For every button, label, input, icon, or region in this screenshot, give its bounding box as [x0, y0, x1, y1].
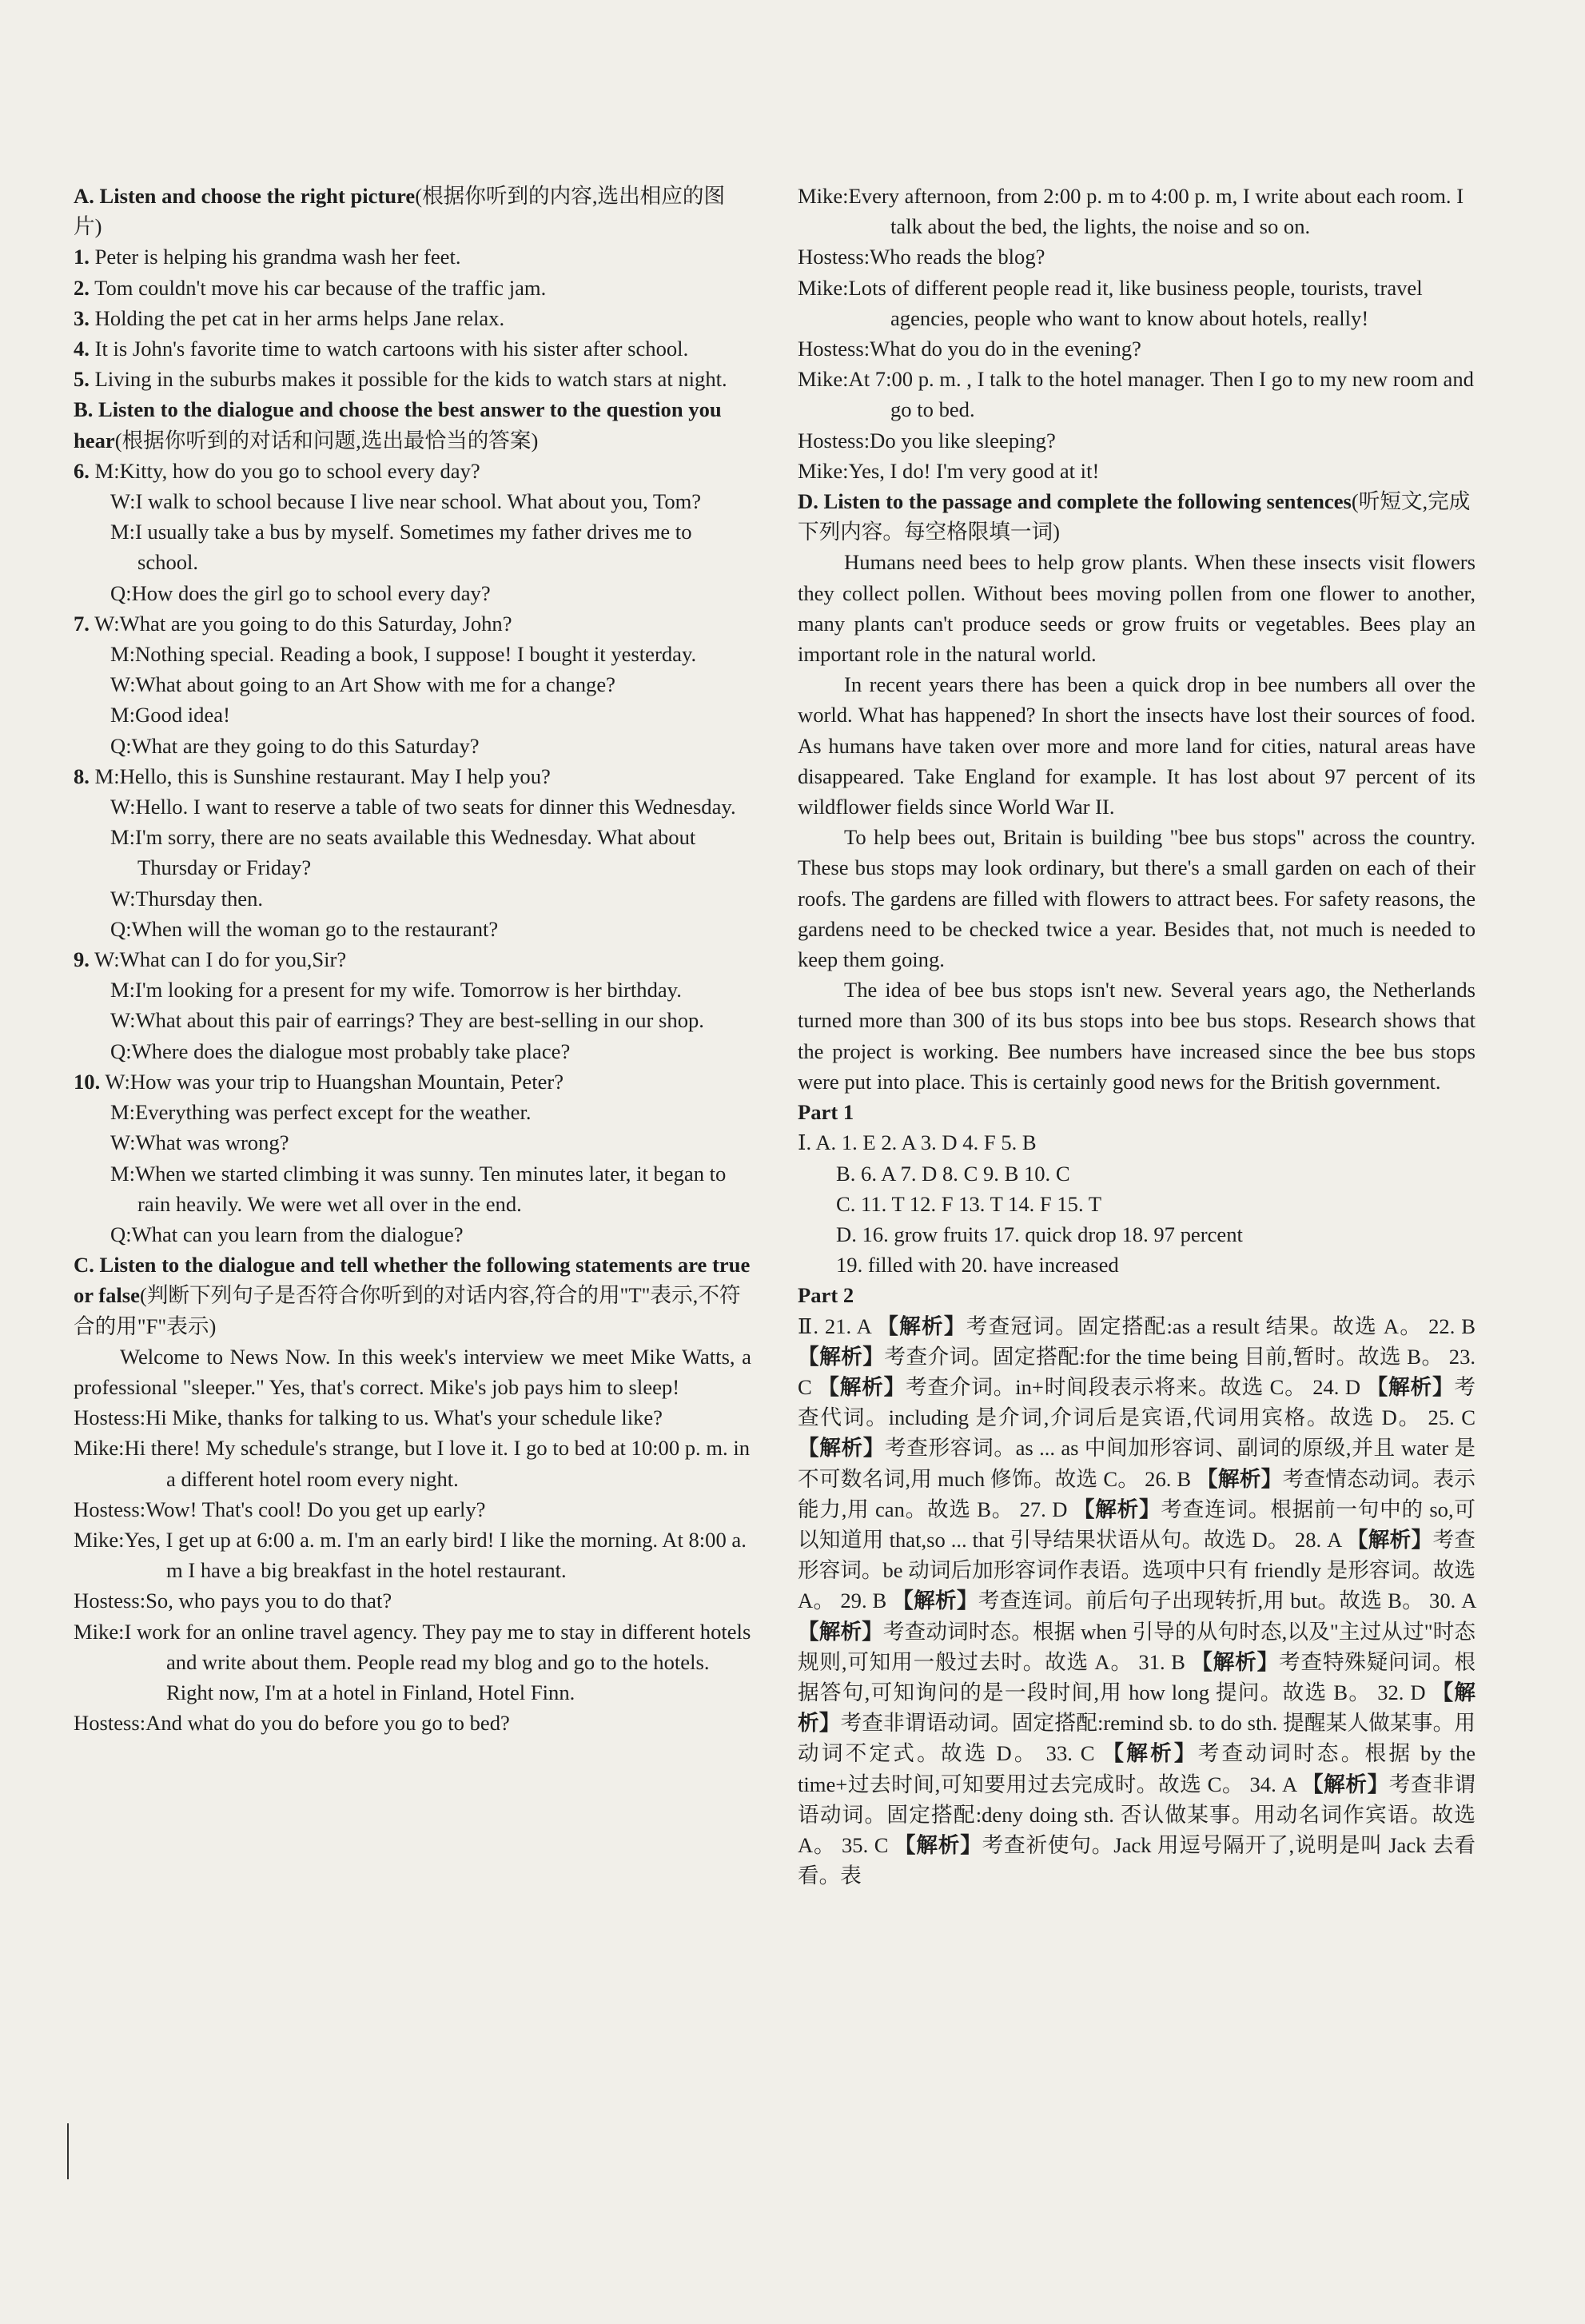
answer-explanations: Ⅱ. 21. A 【解析】考查冠词。固定搭配:as a result 结果。故选 A。 22. B 【解析】考查介词。固定搭配:for the time being 目前,暂时。故选 B。 23. C 【解析】考查介词。in+时间段表示将来。故选 C。 24. D 【解析】考查代词。including 是介词,介词后是宾语,代词用宾格。故选 D。 25. C 【解析】考查形容词。as ... as 中间加形容词、副词的原级,并且 water 是不可数名词,用 much 修饰。故选 C。 26. B 【解析】考查情态动词。表示能力,用 can。故选 B。 27. D 【解析】考查连词。根据前一句中的 so,可以知道用 that,so ... that 引导结果状语从句。故选 D。 28. A 【解析】考查形容词。be 动词后加形容词作表语。选项中只有 friendly 是形容词。故选 A。 29. B 【解析】考查连词。前后句子出现转折,用 but。故选 B。 30. A 【解析】考查动词时态。根据 when 引导的从句时态,以及"主过从过"时态规则,可知用一般过去时。故选 A。 31. B 【解析】考查特殊疑问词。根据答句,可知询问的是一段时间,用 how long 提问。故选 B。 32. D 【解析】考查非谓语动词。固定搭配:remind sb. to do sth. 提醒某人做某事。用动词不定式。故选 D。 33. C 【解析】考查动词时态。根据 by the time+过去时间,可知要用过去完成时。故选 C。 34. A 【解析】考查非谓语动词。固定搭配:deny doing sth. 否认做某事。用动名词作宾语。故选 A。 35. C 【解析】考查祈使句。Jack 用逗号隔开了,说明是叫 Jack 去看看。表 [798, 1313, 1476, 1888]
dialogue-line: M:I usually take a bus by myself. Sometimes my father drives me to school. [110, 520, 692, 575]
interview-line: Hostess:So, who pays you to do that? [74, 1589, 392, 1613]
section-b-heading: B. Listen to the dialogue and choose the best answer to the question you hear(根据你听到的对话和问题,选出最恰当的答案) [74, 397, 722, 452]
part-2-title: Part 2 [798, 1283, 854, 1308]
section-c-intro: Welcome to News Now. In this week's interview we meet Mike Watts, a professional "sleeper." Yes, that's correct. Mike's job pays him to sleep! [74, 1344, 751, 1399]
list-item: 2. Tom couldn't move his car because of the traffic jam. [74, 275, 547, 300]
dialogue-line: Q:Where does the dialogue most probably take place? [110, 1038, 571, 1063]
dialogue-10 [74, 1066, 751, 1250]
passage-paragraph: In recent years there has been a quick drop in bee numbers all over the world. What has happened? In short the insects have lost their sources of food. As humans have taken over more and more land for cities, natural areas have disappeared. Take England for example. It has lost about 97 percent of its wildflower fields since World War II. [798, 672, 1475, 819]
passage-paragraph: Humans need bees to help grow plants. When these insects visit flowers they collect pollen. Without bees moving pollen from one flower to another, many plants can't produce seeds or grow fruits or vegetables. Bees play an important role in the natural world. [798, 550, 1475, 667]
dialogue-line: W:What about this pair of earrings? They are best-selling in our shop. [110, 1008, 704, 1033]
interview-line: Mike:Hi there! My schedule's strange, but I love it. I go to bed at 10:00 p. m. in a different hotel room every night. [74, 1436, 751, 1491]
dialogue-line: 8. M:Hello, this is Sunshine restaurant. May I help you? [74, 763, 551, 788]
dialogue-line: Q:What are they going to do this Saturday? [110, 733, 480, 758]
interview-line: Mike:Lots of different people read it, like business people, tourists, travel agencies, people who want to know about hotels, really! [798, 275, 1423, 330]
section-a-heading: A. Listen and choose the right picture(根据你听到的内容,选出相应的图片) [74, 184, 726, 239]
list-item: 3. Holding the pet cat in her arms helps Jane relax. [74, 305, 505, 330]
interview-line: Mike:At 7:00 p. m. , I talk to the hotel manager. Then I go to my new room and go to bed. [798, 367, 1474, 422]
dialogue-line: M:I'm looking for a present for my wife. Tomorrow is her birthday. [110, 978, 682, 1003]
passage-paragraph: To help bees out, Britain is building "bee bus stops" across the country. These bus stops may look ordinary, but there's a small garden on each of their roofs. The gardens are filled with flowers to attract bees. For safety reasons, the gardens need to be checked twice a year. Besides that, not much is needed to keep them going. [798, 825, 1475, 972]
answer-row: B. 6. A 7. D 8. C 9. B 10. C [836, 1161, 1070, 1186]
dialogue-line: W:What about going to an Art Show with me for a change? [110, 672, 615, 697]
dialogue-line: M:Everything was perfect except for the weather. [110, 1100, 532, 1125]
answer-row: 19. filled with 20. have increased [836, 1253, 1119, 1278]
list-item: 1. Peter is helping his grandma wash her feet. [74, 245, 461, 269]
dialogue-line: Q:When will the woman go to the restaurant? [110, 916, 499, 941]
answer-row: D. 16. grow fruits 17. quick drop 18. 97 percent [836, 1222, 1243, 1246]
interview-line: Mike:Yes, I do! I'm very good at it! [798, 458, 1100, 483]
dialogue-line: W:I walk to school because I live near school. What about you, Tom? [110, 489, 702, 514]
dialogue-line: Q:What can you learn from the dialogue? [110, 1222, 464, 1246]
dialogue-line: 6. M:Kitty, how do you go to school every day? [74, 458, 480, 483]
interview-line: Hostess:What do you do in the evening? [798, 337, 1141, 361]
dialogue-line: M:Good idea! [110, 703, 230, 727]
dialogue-line: M:When we started climbing it was sunny. Ten minutes later, it began to rain heavily. We were wet all over in the end. [110, 1161, 727, 1216]
answer-row: C. 11. T 12. F 13. T 14. F 15. T [836, 1191, 1102, 1216]
passage-paragraph: The idea of bee bus stops isn't new. Several years ago, the Netherlands turned more than 300 of its bus stops into bee bus stops. Research shows that the project is working. Bee numbers have increased since the bee bus stops were put into place. This is certainly good news for the British government. [798, 978, 1475, 1094]
dialogue-line: Q:How does the girl go to school every day? [110, 580, 491, 605]
dialogue-6 [74, 456, 751, 608]
list-item: 4. It is John's favorite time to watch cartoons with his sister after school. [74, 337, 689, 361]
dialogue-line: M:I'm sorry, there are no seats available this Wednesday. What about Thursday or Friday? [110, 825, 696, 880]
interview-line: Hostess:And what do you do before you go to bed? [74, 1711, 510, 1736]
dialogue-9 [74, 944, 751, 1066]
dialogue-8 [74, 761, 751, 944]
dialogue-line: W:Hello. I want to reserve a table of two seats for dinner this Wednesday. [110, 795, 736, 819]
dialogue-line: W:Thursday then. [110, 886, 264, 911]
section-c-heading: C. Listen to the dialogue and tell whether the following statements are true or false(判断下列句子是否符合你听到的对话内容,符合的用"T"表示,不符合的用"F"表示) [74, 1253, 751, 1338]
right-column [798, 181, 1475, 1891]
dialogue-line: 10. W:How was your trip to Huangshan Mountain, Peter? [74, 1069, 564, 1094]
section-a-items [74, 241, 751, 394]
dialogue-line: 7. W:What are you going to do this Saturday, John? [74, 611, 512, 636]
interview-line: Mike:Yes, I get up at 6:00 a. m. I'm an early bird! I like the morning. At 8:00 a. m I have a big breakfast in the hotel restaurant. [74, 1527, 747, 1583]
column-divider [67, 2123, 69, 2179]
dialogue-line: W:What was wrong? [110, 1130, 289, 1155]
dialogue-line: M:Nothing special. Reading a book, I suppose! I bought it yesterday. [110, 642, 697, 667]
answer-row: Ⅰ. A. 1. E 2. A 3. D 4. F 5. B [798, 1130, 1037, 1155]
dialogue-line: 9. W:What can I do for you,Sir? [74, 947, 347, 972]
interview-line: Mike:I work for an online travel agency. They pay me to stay in different hotels and write about them. People read my blog and go to the hotels. Right now, I'm at a hotel in Finland, Hotel Finn. [74, 1619, 751, 1704]
part-1-title: Part 1 [798, 1100, 854, 1125]
interview-line: Hostess:Hi Mike, thanks for talking to us. What's your schedule like? [74, 1405, 663, 1430]
interview-line: Hostess:Who reads the blog? [798, 245, 1045, 269]
interview-line: Hostess:Do you like sleeping? [798, 428, 1056, 452]
list-item: 5. Living in the suburbs makes it possible for the kids to watch stars at night. [74, 367, 727, 392]
dialogue-7 [74, 608, 751, 761]
interview-line: Mike:Every afternoon, from 2:00 p. m to 4:00 p. m, I write about each room. I talk about the bed, the lights, the noise and so on. [798, 184, 1464, 239]
interview-line: Hostess:Wow! That's cool! Do you get up early? [74, 1497, 486, 1521]
left-column [74, 181, 751, 1738]
section-d-heading: D. Listen to the passage and complete the following sentences(听短文,完成下列内容。每空格限填一词) [798, 489, 1471, 544]
